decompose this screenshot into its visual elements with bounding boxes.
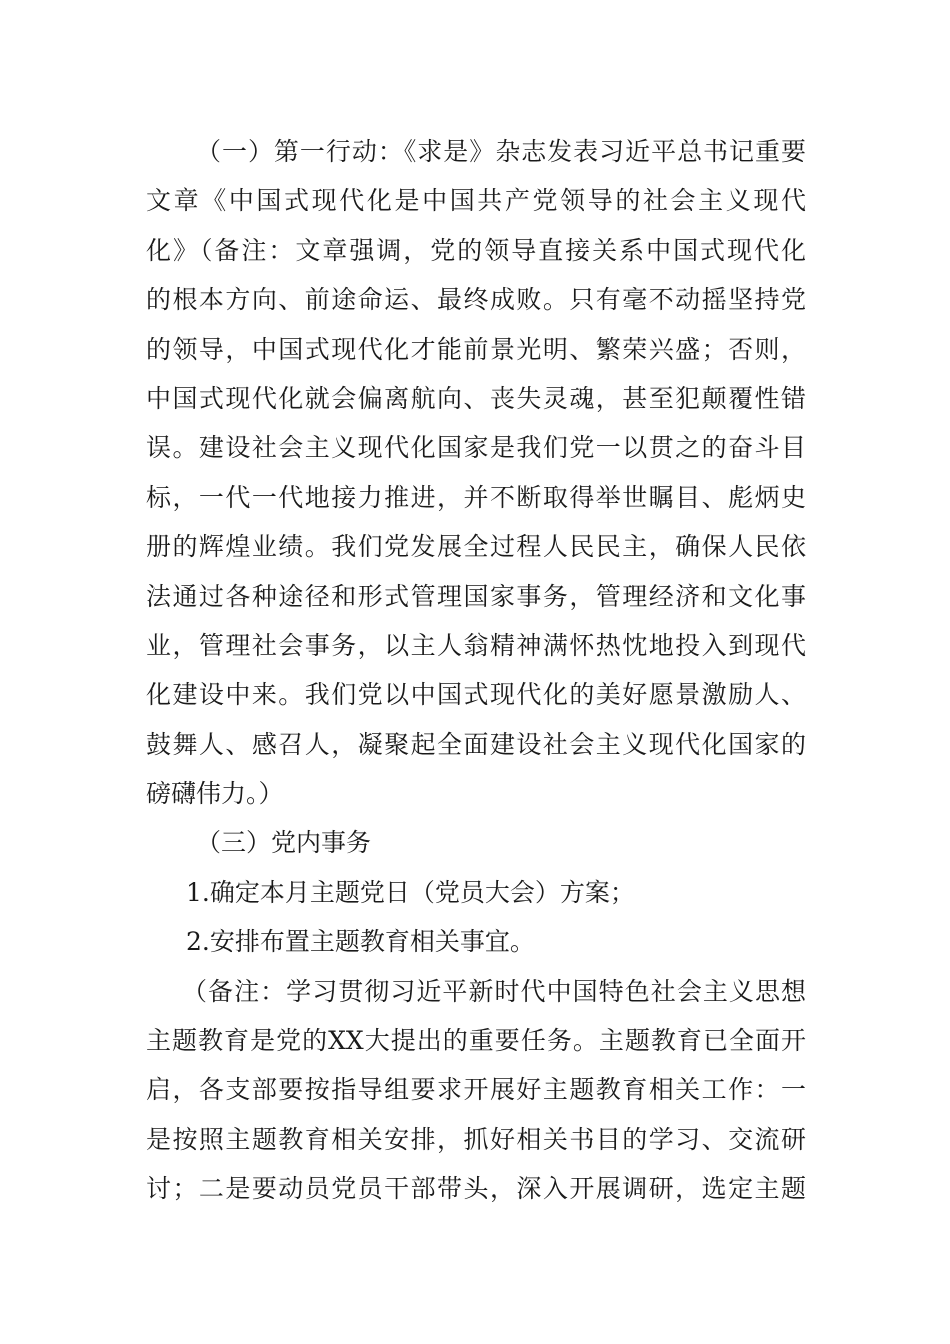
text-line: （一）第一行动：《求是》杂志发表习近平总书记重要 (196, 137, 806, 166)
text-line: 主题教育是党的XX大提出的重要任务。主题教育已全面开 (146, 1026, 806, 1056)
document-body (146, 127, 806, 1214)
text-line: 业，管理社会事务，以主人翁精神满怀热忱地投入到现代 (146, 630, 806, 660)
text-line: 磅礴伟力。） (146, 779, 284, 809)
text-line: 启，各支部要按指导组要求开展好主题教育相关工作：一 (146, 1075, 806, 1105)
text-line: 的根本方向、前途命运、最终成败。只有毫不动摇坚持党 (146, 285, 806, 315)
text-line: 是按照主题教育相关安排，抓好相关书目的学习、交流研 (146, 1124, 806, 1154)
list-item: 2.安排布置主题教育相关事宜。 (186, 927, 535, 957)
text-line: 标，一代一代地接力推进，并不断取得举世瞩目、彪炳史 (146, 482, 806, 512)
list-item: 1.确定本月主题党日（党员大会）方案； (186, 877, 635, 907)
section-heading: （三）党内事务 (196, 828, 372, 858)
text-line: （备注：学习贯彻习近平新时代中国特色社会主义思想 (182, 976, 806, 1006)
text-line: 误。建设社会主义现代化国家是我们党一以贯之的奋斗目 (146, 433, 806, 463)
text-line: 化建设中来。我们党以中国式现代化的美好愿景激励人、 (146, 680, 806, 710)
text-line: 文章《中国式现代化是中国共产党领导的社会主义现代 (146, 186, 806, 216)
text-line: 鼓舞人、感召人，凝聚起全面建设社会主义现代化国家的 (146, 729, 806, 759)
text-line: 法通过各种途径和形式管理国家事务，管理经济和文化事 (146, 581, 806, 611)
text-line: 中国式现代化就会偏离航向、丧失灵魂，甚至犯颠覆性错 (146, 383, 806, 413)
text-line: 册的辉煌业绩。我们党发展全过程人民民主，确保人民依 (146, 532, 806, 562)
text-line: 的领导，中国式现代化才能前景光明、繁荣兴盛；否则， (146, 334, 806, 364)
text-line: 化》（备注：文章强调，党的领导直接关系中国式现代化 (146, 235, 806, 265)
text-line: 讨；二是要动员党员干部带头，深入开展调研，选定主题 (146, 1174, 806, 1204)
